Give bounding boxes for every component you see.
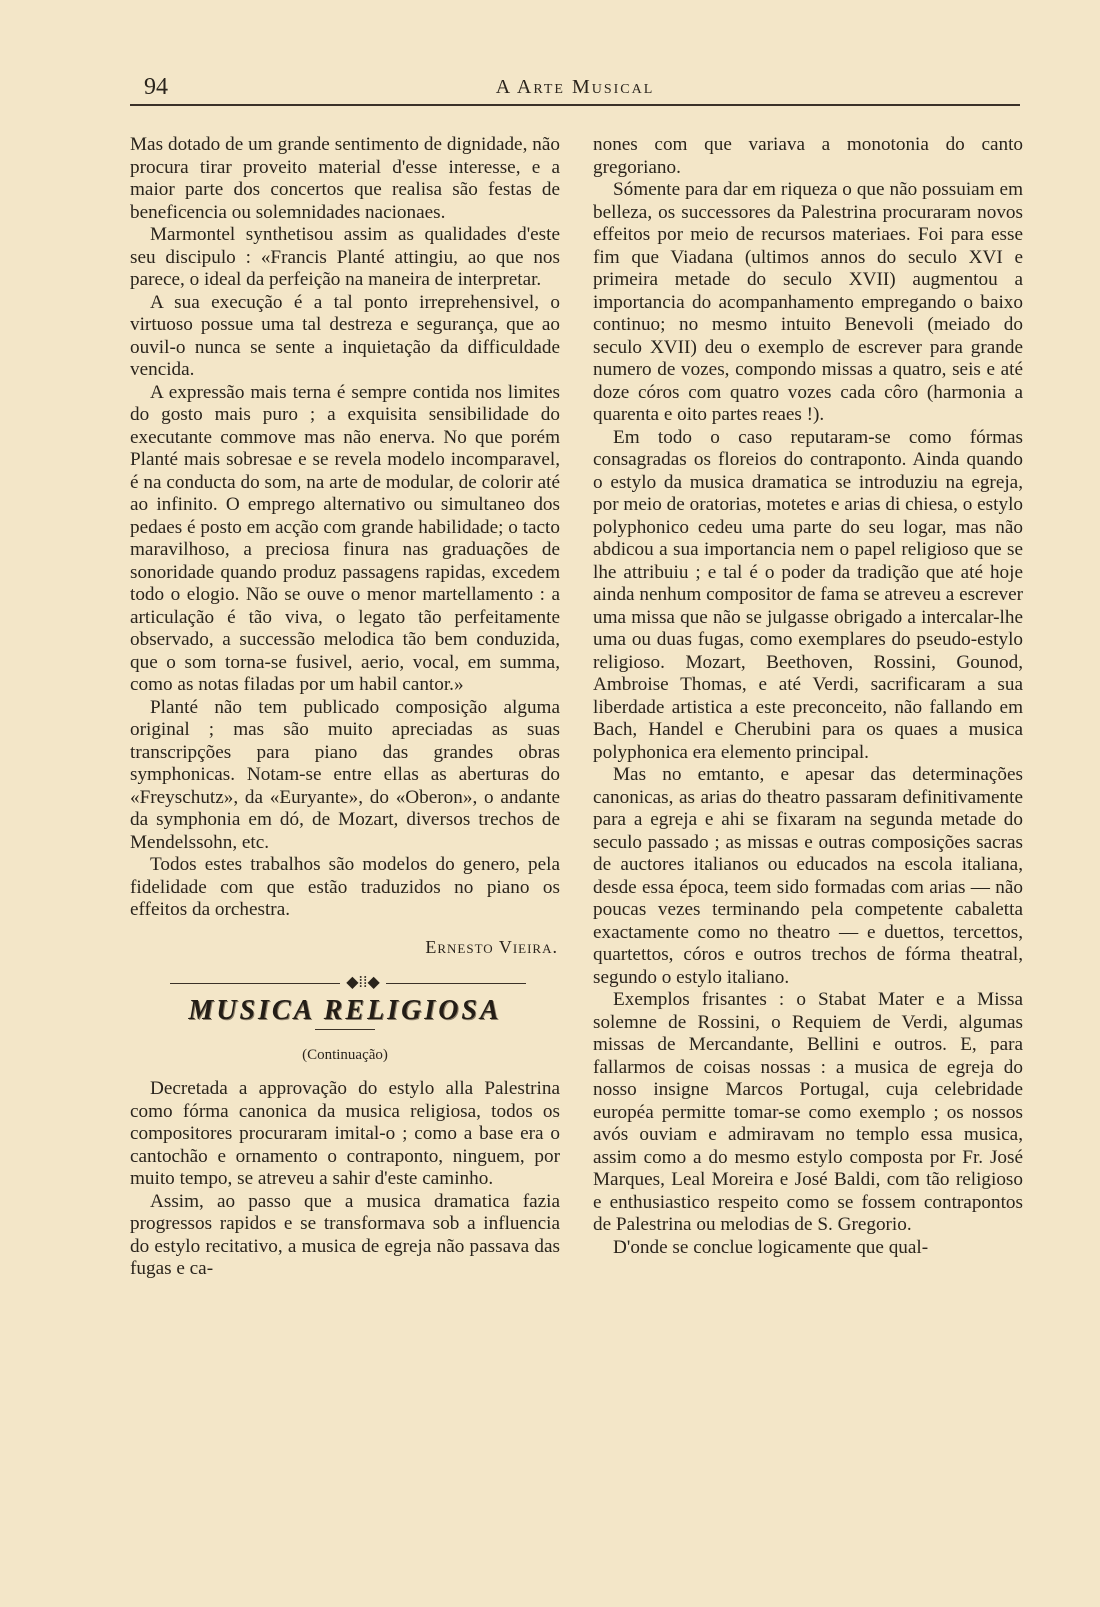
author-signature: Ernesto Vieira. — [425, 936, 558, 957]
continuation-note: (Continuação) — [302, 1046, 388, 1063]
section-title: MUSICA RELIGIOSA — [188, 995, 502, 1026]
paragraph: A sua execução é a tal ponto irreprehensivel, o virtuoso possue uma tal destreza e segurança, que ao ouvil-o nunca se sente a inquietação da difficuldade vencida. — [130, 291, 560, 380]
paragraph: D'onde se conclue logicamente que qual- — [613, 1236, 929, 1258]
paragraph: Planté não tem publicado composição alguma original ; mas são muito apreciadas as suas transcripções para piano das grandes obras symphonicas. Notam-se entre ellas as aberturas do «Freyschutz», da «Euryante», do «Oberon», o andante da symphonia em dó, de Mozart, diversos trechos de Mendelssohn, etc. — [130, 696, 560, 853]
paragraph: Exemplos frisantes : o Stabat Mater e a Missa solemne de Rossini, o Requiem de Verdi, algumas missas de Mercandante, Bellini e outros. E, para fallarmos de coisas nossas : a musica de egreja do nosso insigne Marcos Portugal, cuja celebridade européa permitte tomar-se como exemplo ; os nossos avós ouviam e admiravam no templo essa musica, assim como a do mesmo estylo composta por Fr. José Marques, Leal Moreira e José Baldi, com tão religioso e enthusiastico respeito como se fossem contrapontos de Palestrina ou melodias de S. Gregorio. — [593, 989, 1023, 1235]
paragraph: Sómente para dar em riqueza o que não possuiam em belleza, os successores da Palestrina procuraram novos effeitos por meio de recursos materiaes. Foi para esse fim que Viadana (ultimos annos do seculo XVI e primeira metade do seculo XVII) augmentou a importancia do acompanhamento empregando o baixo continuo; no mesmo intuito Benevoli (meiado do seculo XVII) deu o exemplo de escrever para grande numero de vozes, compondo missas a quatro, seis e até doze córos com quatro vozes cada côro (harmonia a quarenta e oito partes reaes !). — [593, 179, 1023, 425]
page-header — [130, 74, 1020, 106]
paragraph: Em todo o caso reputaram-se como fórmas consagradas os floreios do contraponto. Ainda quando o estylo da musica dramatica se introduziu na egreja, por meio de oratorias, motetes e arias di chiesa, o estylo polyphonico cedeu uma parte do seu logar, mas não abdicou a sua importancia nem o papel religioso que se lhe attribuiu ; e tal é o poder da tradição que até hoje ainda nenhum compositor de fama se atreveu a escrever uma missa que não se julgasse obrigado a intercalar-lhe uma ou duas fugas, como exemplares do pseudo-estylo religioso. Mozart, Beethoven, Rossini, Gounod, Ambroise Thomas, e até Verdi, sacrificaram a sua liberdade artistica a este preconceito, não fallando em Bach, Handel e Cherubini para os quaes a musica polyphonica era elemento principal. — [593, 426, 1023, 763]
paragraph: A expressão mais terna é sempre contida nos limites do gosto mais puro ; a exquisita sensibilidade do executante commove mas não enerva. No que porém Planté mais sobresae e se revela modelo incomparavel, é na conducta do som, na arte de modular, de colorir até ao infinito. O emprego alternativo ou simultaneo dos pedaes é posto em acção com grande habilidade; o tacto maravilhoso, a preciosa finura nas graduações de sonoridade quando produz passagens rapidas, excedem todo o elogio. Não se ouve o menor martellamento : a articulação é tão viva, o legato tão perfeitamente observado, a successão melodica tão bem conduzida, que o som torna-se fusivel, aerio, vocal, em summa, como as notas filadas por um habil cantor.» — [130, 381, 560, 695]
ornamental-divider: ◆⁞⁞◆ — [130, 972, 560, 994]
paragraph: Marmontel synthetisou assim as qualidades d'este seu discipulo : «Francis Planté attingiu, ao que nos parece, o ideal da perfeição na maneira de interpretar. — [130, 224, 560, 290]
left-column — [130, 134, 560, 1281]
paragraph: Mas no emtanto, e apesar das determinações canonicas, as arias do theatro passaram definitivamente para a egreja e ahi se fixaram na segunda metade do seculo passado ; as missas e outras composições sacras de auctores italianos ou educados na escola italiana, desde essa época, teem sido formadas com arias — não poucas vezes terminando pela competente cabaletta exactamente como no theatro — e duettos, tercettos, quartettos, córos e outros trechos de fórma theatral, segundo o estylo italiano. — [593, 764, 1023, 988]
paragraph: Mas dotado de um grande sentimento de dignidade, não procura tirar proveito material d'esse interesse, e a maior parte dos concertos que realisa são festas de beneficencia ou solemnidades nacionaes. — [130, 134, 560, 223]
paragraph: nones com que variava a monotonia do canto gregoriano. — [593, 134, 1023, 178]
title-rule — [315, 1029, 375, 1030]
paragraph: Decretada a approvação do estylo alla Palestrina como fórma canonica da musica religiosa, todos os compositores procuraram imital-o ; como a base era o cantochão e ornamento o contraponto, ninguem, por muito tempo, se atreveu a sahir d'este caminho. — [130, 1078, 560, 1189]
paragraph: Assim, ao passo que a musica dramatica fazia progressos rapidos e se transformava sob a influencia do estylo recitativo, a musica de egreja não passava das fugas e ca- — [130, 1190, 560, 1279]
right-column — [593, 134, 1023, 1259]
running-title: A Arte Musical — [495, 76, 655, 98]
paragraph: Todos estes trabalhos são modelos do genero, pela fidelidade com que estão traduzidos no piano os effeitos da orchestra. — [130, 854, 560, 920]
page-number: 94 — [144, 74, 168, 100]
